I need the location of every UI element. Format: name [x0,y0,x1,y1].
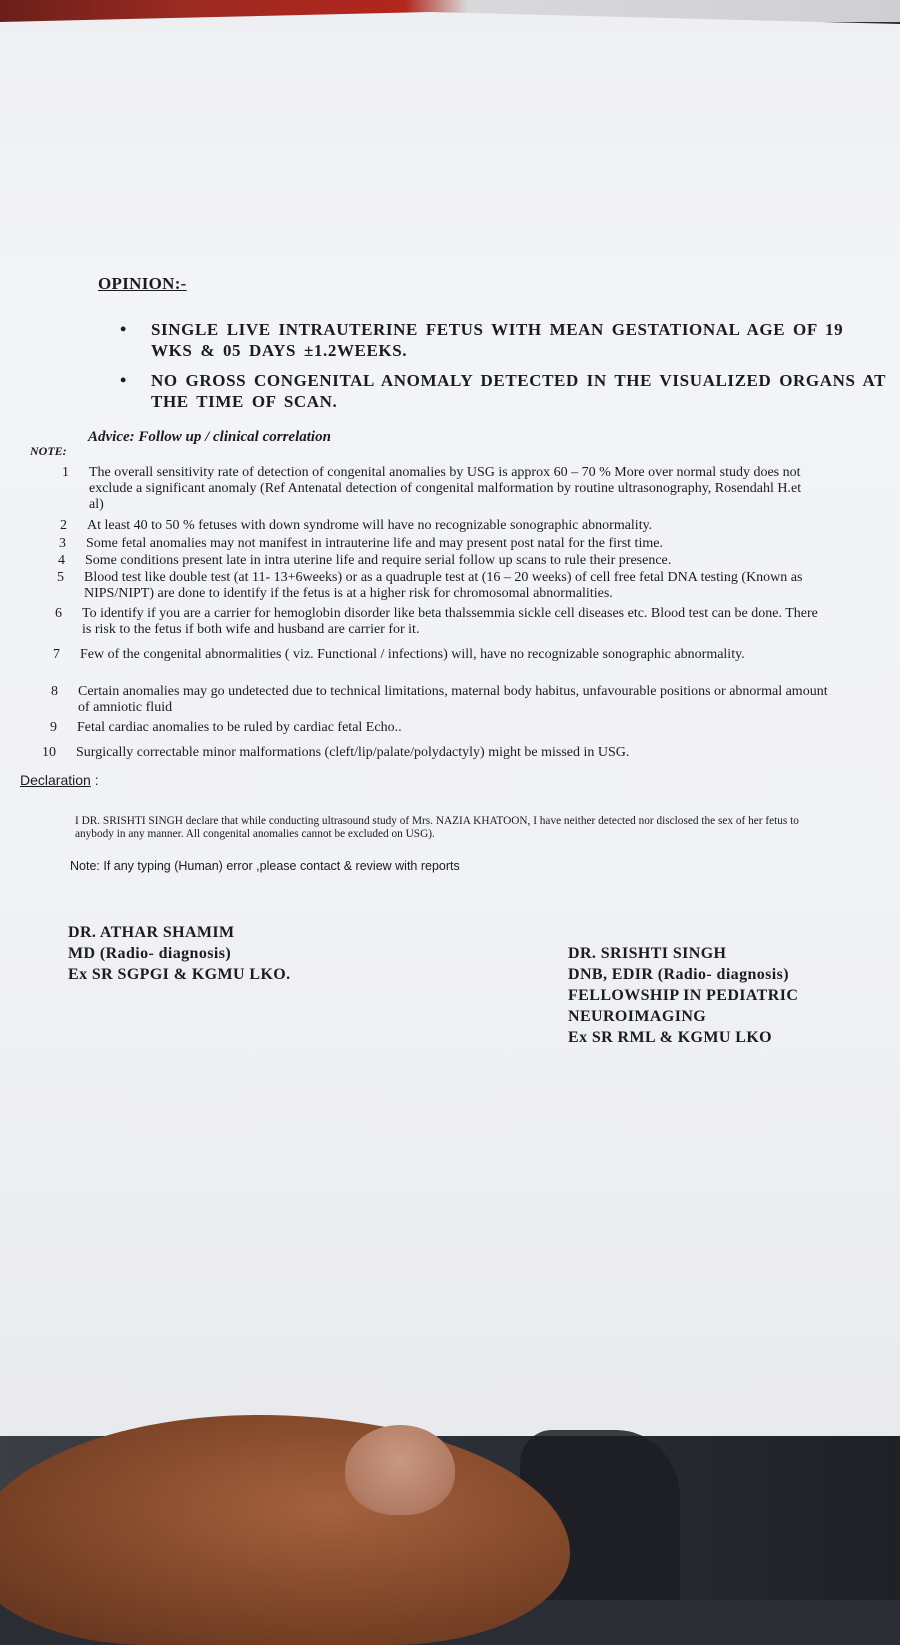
bullet-icon: • [120,370,127,390]
note-item [57,570,804,602]
note-text: To identify if you are a carrier for hemoglobin disorder like beta thalssemmia sickle cell diseases etc. Blood test can be done. There is risk to the fetus if both wife and husband are carrier for it. [82,606,818,637]
note-text: Some fetal anomalies may not manifest in intrauterine life and may present post natal for the first time. [86,536,663,551]
note-number: 7 [53,647,60,662]
note-item [42,745,836,761]
note-number: 2 [60,518,67,533]
note-item [50,720,817,736]
opinion-bullet-text: SINGLE LIVE INTRAUTERINE FETUS WITH MEAN GESTATIONAL AGE OF 19 WKS & 05 DAYS ±1.2WEEKS. [151,320,844,360]
signature-block-right [568,943,798,1048]
declaration-heading [20,772,99,788]
signatory-affiliation: Ex SR RML & KGMU LKO [568,1029,773,1046]
note-number: 8 [51,684,58,699]
signatory-qualification: MD (Radio- diagnosis) [68,945,232,962]
note-text: Surgically correctable minor malformations (cleft/lip/palate/polydactyly) might be missed in USG. [76,745,630,760]
note-number: 6 [55,606,62,621]
note-number: 1 [62,465,69,480]
note-number: 5 [57,570,64,585]
note-item [55,606,822,638]
signatory-fellowship-cont: NEUROIMAGING [568,1008,707,1025]
declaration-title: Declaration [20,772,91,788]
typing-error-note: Note: If any typing (Human) error ,please contact & review with reports [70,859,460,873]
declaration-colon: : [90,772,99,788]
signatory-name: DR. ATHAR SHAMIM [68,924,235,941]
signatory-qualification: DNB, EDIR (Radio- diagnosis) [568,966,790,983]
note-text: At least 40 to 50 % fetuses with down syndrome will have no recognizable sonographic abnormality. [87,518,653,533]
note-item [58,553,835,569]
note-number: 3 [59,536,66,551]
advice-line: Advice: Follow up / clinical correlation [88,429,331,445]
note-item [59,536,826,552]
note-text: Fetal cardiac anomalies to be ruled by cardiac fetal Echo.. [77,720,402,735]
note-text: Certain anomalies may go undetected due to technical limitations, maternal body habitus, unfavourable positions or abnormal amount of amniotic fluid [78,684,828,715]
signature-block-left [68,922,291,985]
note-number: 9 [50,720,57,735]
note-item [60,518,827,534]
bullet-icon: • [120,319,127,339]
note-text: Some conditions present late in intra uterine life and require serial follow up scans to rule their presence. [85,553,672,568]
note-item [62,465,819,513]
note-item [51,684,828,716]
note-text: The overall sensitivity rate of detection of congenital anomalies by USG is approx 60 – 70 % More over normal study does not exclude a significant anomaly (Ref Antenatal detection of congenital malformation by routine ultrasonography, Rosendahl H.et al) [89,465,802,512]
signatory-fellowship: FELLOWSHIP IN PEDIATRIC [568,987,799,1004]
signatory-affiliation: Ex SR SGPGI & KGMU LKO. [68,966,291,983]
note-text: Few of the congenital abnormalities ( viz. Functional / infections) will, have no recognizable sonographic abnormality. [80,647,745,662]
note-item [53,647,825,663]
note-text: Blood test like double test (at 11- 13+6weeks) or as a quadruple test at (16 – 20 weeks) of cell free fetal DNA testing (Known as NIPS/NIPT) are done to identify if the fetus is at a higher risk for chromosomal abnormalities. [84,570,803,601]
note-label: NOTE: [30,444,67,458]
opinion-bullet-text: NO GROSS CONGENITAL ANOMALY DETECTED IN THE VISUALIZED ORGANS AT THE TIME OF SCAN. [151,371,886,411]
declaration-text: I DR. SRISHTI SINGH declare that while conducting ultrasound study of Mrs. NAZIA KHATOON, I have neither detected nor disclosed the sex of her fetus to anybody in any manner. All congenital anomalies cannot be excluded on USG). [75,815,799,840]
note-number: 4 [58,553,65,568]
opinion-heading: OPINION:- [98,274,187,293]
note-number: 10 [42,745,56,760]
signatory-name: DR. SRISHTI SINGH [568,945,727,962]
